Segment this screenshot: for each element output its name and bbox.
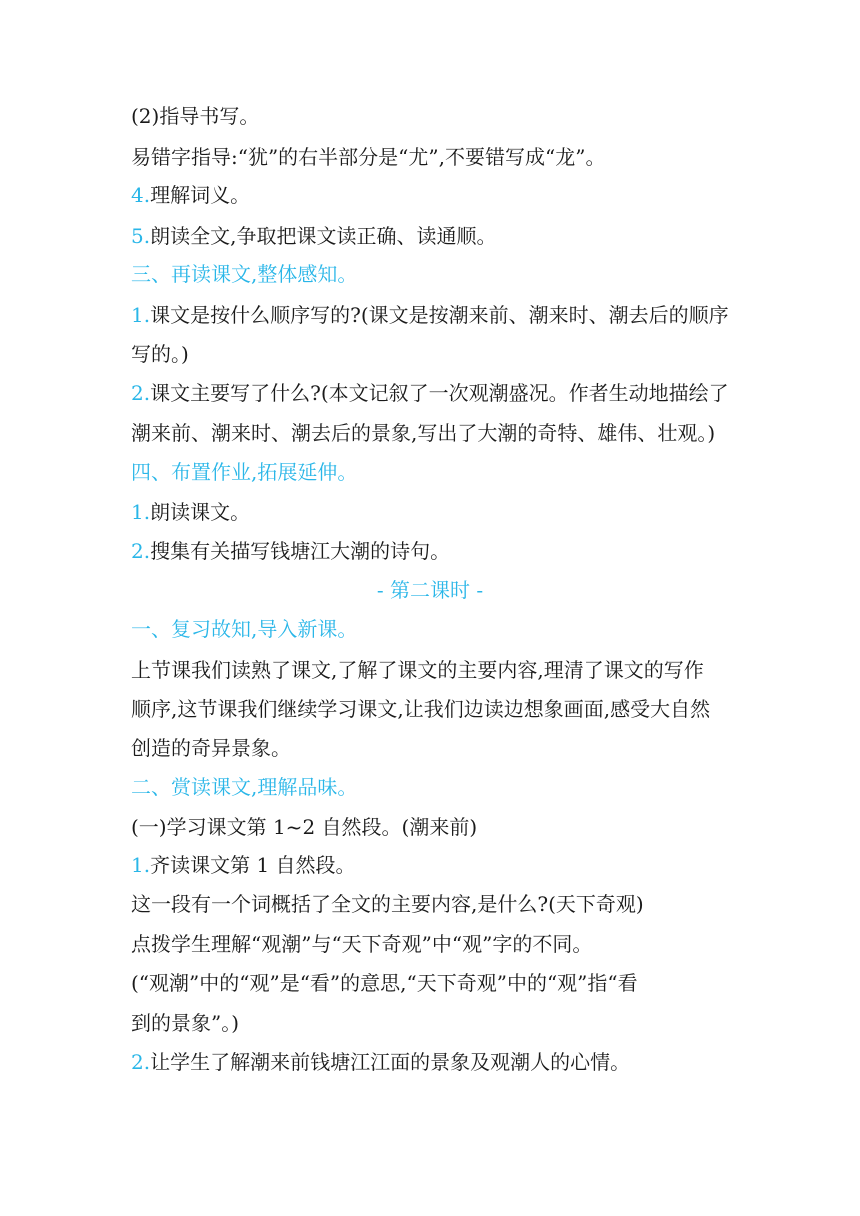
section-heading: 四、布置作业,拓展延伸。 bbox=[131, 460, 358, 484]
section-heading: 三、再读课文,整体感知。 bbox=[131, 262, 358, 286]
item-number: 2. bbox=[131, 381, 151, 405]
lesson-divider-title: - 第二课时 - bbox=[376, 578, 484, 602]
list-item: 4.理解词义。 bbox=[131, 183, 251, 207]
list-item: 1.齐读课文第 1 自然段。 bbox=[131, 853, 356, 877]
section-heading: 二、赏读课文,理解品味。 bbox=[131, 775, 358, 799]
list-item: 2.让学生了解潮来前钱塘江江面的景象及观潮人的心情。 bbox=[131, 1050, 631, 1074]
text-line: 写的。) bbox=[131, 342, 189, 366]
text-line: (2)指导书写。 bbox=[131, 104, 260, 128]
text-line: 潮来前、潮来时、潮去后的景象,写出了大潮的奇特、雄伟、壮观。) bbox=[131, 421, 716, 445]
item-number: 5. bbox=[131, 224, 151, 248]
text-line: (“观潮”中的“观”是“看”的意思,“天下奇观”中的“观”指“看 bbox=[131, 971, 638, 995]
list-item: 1.课文是按什么顺序写的?(课文是按潮来前、潮来时、潮去后的顺序 bbox=[131, 303, 729, 327]
list-item: 2.课文主要写了什么?(本文记叙了一次观潮盛况。作者生动地描绘了 bbox=[131, 381, 729, 405]
item-number: 1. bbox=[131, 500, 151, 524]
text-line: 创造的奇异景象。 bbox=[131, 736, 291, 760]
section-heading: 一、复习故知,导入新课。 bbox=[131, 617, 358, 641]
item-number: 2. bbox=[131, 539, 151, 563]
item-number: 4. bbox=[131, 183, 151, 207]
list-item: 2.搜集有关描写钱塘江大潮的诗句。 bbox=[131, 539, 451, 563]
list-item: 1.朗读课文。 bbox=[131, 500, 251, 524]
list-item: 5.朗读全文,争取把课文读正确、读通顺。 bbox=[131, 224, 497, 248]
item-number: 2. bbox=[131, 1050, 151, 1074]
text-line: 到的景象”。) bbox=[131, 1011, 240, 1035]
text-line: 上节课我们读熟了课文,了解了课文的主要内容,理清了课文的写作 bbox=[131, 658, 704, 682]
item-number: 1. bbox=[131, 853, 151, 877]
text-line: 顺序,这节课我们继续学习课文,让我们边读边想象画面,感受大自然 bbox=[131, 697, 711, 721]
text-line: 易错字指导:“犹”的右半部分是“尤”,不要错写成“龙”。 bbox=[131, 145, 606, 169]
item-number: 1. bbox=[131, 303, 151, 327]
text-line: 点拨学生理解“观潮”与“天下奇观”中“观”字的不同。 bbox=[131, 932, 593, 956]
text-line: 这一段有一个词概括了全文的主要内容,是什么?(天下奇观) bbox=[131, 892, 644, 916]
text-line: (一)学习课文第 1~2 自然段。(潮来前) bbox=[131, 815, 478, 839]
